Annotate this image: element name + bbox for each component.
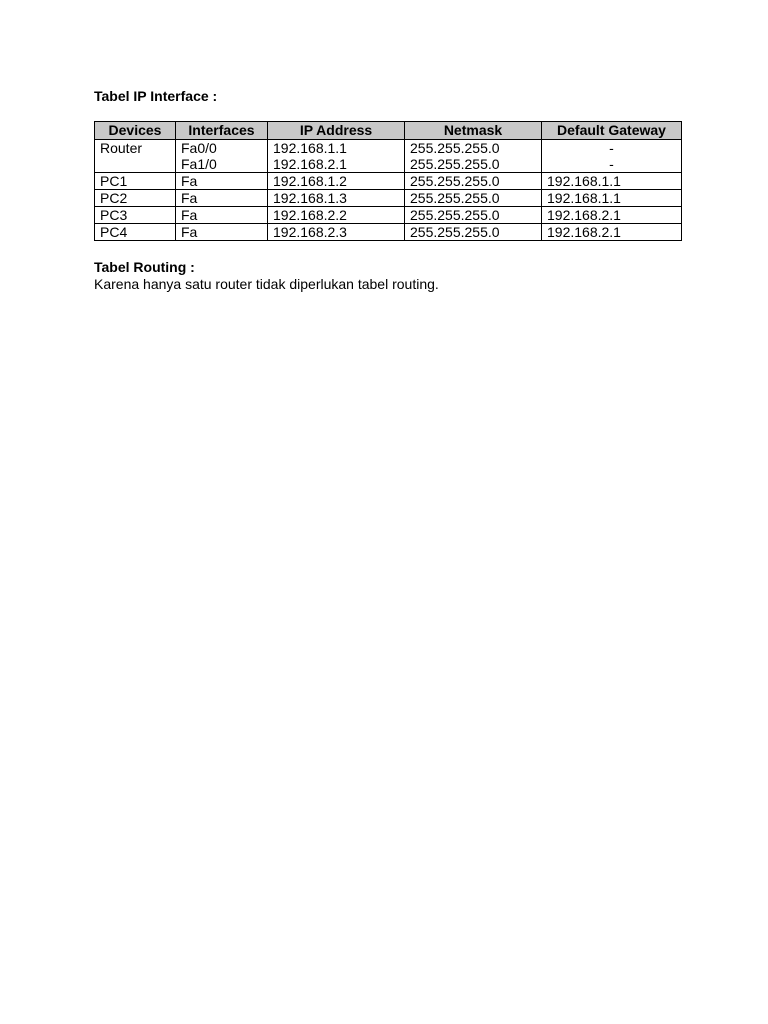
cell-gateways <box>542 140 682 173</box>
cell-interface: Fa1/0 <box>181 156 217 172</box>
cell-device: PC4 <box>95 224 176 241</box>
table-row <box>95 173 682 190</box>
cell-ip-address: 192.168.2.2 <box>268 207 405 224</box>
cell-netmask: 255.255.255.0 <box>410 140 500 156</box>
cell-netmask: 255.255.255.0 <box>410 156 500 172</box>
cell-gateway: 192.168.1.1 <box>542 190 682 207</box>
table-row <box>95 190 682 207</box>
routing-note: Karena hanya satu router tidak diperlukan tabel routing. <box>94 276 439 292</box>
cell-ip-address: 192.168.2.3 <box>268 224 405 241</box>
cell-interface: Fa <box>176 173 268 190</box>
cell-gateway: 192.168.2.1 <box>542 207 682 224</box>
routing-heading: Tabel Routing : <box>94 259 195 275</box>
cell-gateway: - <box>609 140 614 156</box>
cell-netmask: 255.255.255.0 <box>405 224 542 241</box>
ip-interface-heading: Tabel IP Interface : <box>94 88 218 104</box>
header-interfaces: Interfaces <box>176 122 268 140</box>
cell-netmask: 255.255.255.0 <box>405 190 542 207</box>
cell-interface: Fa <box>176 190 268 207</box>
header-ip-address: IP Address <box>268 122 405 140</box>
cell-ip-address: 192.168.1.2 <box>268 173 405 190</box>
cell-interface: Fa <box>176 207 268 224</box>
header-default-gateway: Default Gateway <box>542 122 682 140</box>
cell-device: PC3 <box>95 207 176 224</box>
cell-gateway: 192.168.1.1 <box>542 173 682 190</box>
cell-netmask: 255.255.255.0 <box>405 207 542 224</box>
cell-device: Router <box>95 140 176 173</box>
cell-netmasks <box>405 140 542 173</box>
cell-ip-address: 192.168.1.3 <box>268 190 405 207</box>
header-devices: Devices <box>95 122 176 140</box>
cell-ip-address: 192.168.1.1 <box>273 140 347 156</box>
cell-netmask: 255.255.255.0 <box>405 173 542 190</box>
table-header-row <box>95 122 682 140</box>
ip-interface-table <box>94 121 682 241</box>
cell-gateway: 192.168.2.1 <box>542 224 682 241</box>
cell-ip-addresses <box>268 140 405 173</box>
cell-device: PC1 <box>95 173 176 190</box>
table-row <box>95 207 682 224</box>
cell-interfaces <box>176 140 268 173</box>
cell-device: PC2 <box>95 190 176 207</box>
cell-interface: Fa0/0 <box>181 140 217 156</box>
cell-interface: Fa <box>176 224 268 241</box>
table-row <box>95 224 682 241</box>
cell-gateway: - <box>609 156 614 172</box>
table-row-router <box>95 140 682 173</box>
cell-ip-address: 192.168.2.1 <box>273 156 347 172</box>
header-netmask: Netmask <box>405 122 542 140</box>
